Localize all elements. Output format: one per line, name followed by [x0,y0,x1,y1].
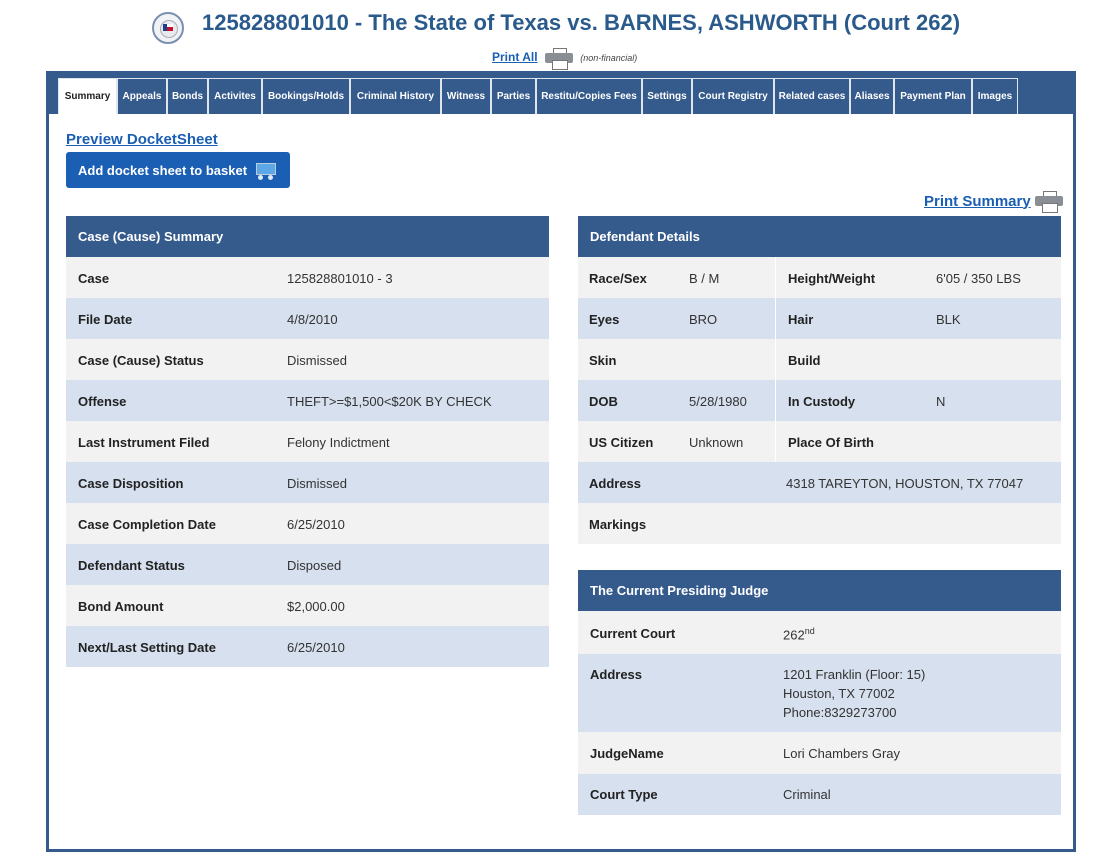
table-row [66,462,549,503]
table-row [66,626,549,667]
add-to-basket-button[interactable] [66,152,290,188]
table-row [578,654,1061,732]
table-row [66,257,549,298]
address-label: Address [589,476,642,491]
preview-docketsheet-link[interactable]: Preview DocketSheet [66,131,218,148]
current-court-label: Current Court [590,626,676,641]
hair-label: Hair [788,312,814,327]
table-row [578,298,1061,339]
row-value: Felony Indictment [287,435,390,450]
print-all-row [492,48,637,68]
tab-appeals[interactable]: Appeals [117,78,167,114]
tab-summary[interactable]: Summary [58,78,117,114]
tab-witness[interactable]: Witness [441,78,491,114]
tab-bookings-holds[interactable]: Bookings/Holds [262,78,350,114]
height-weight-label: Height/Weight [788,271,876,286]
row-label: Last Instrument Filed [78,435,210,450]
tab-activites[interactable]: Activites [208,78,262,114]
tab-related-cases[interactable]: Related cases [774,78,850,114]
row-value: Dismissed [287,353,347,368]
tab-settings[interactable]: Settings [642,78,692,114]
address-value: 4318 TAREYTON, HOUSTON, TX 77047 [786,476,1024,491]
row-label: Next/Last Setting Date [78,640,216,655]
court-address-label: Address [590,667,643,682]
table-row [578,380,1061,421]
defendant-details-heading: Defendant Details [578,216,1061,257]
table-row [66,380,549,421]
table-row [578,257,1061,298]
eyes-value: BRO [689,312,718,327]
race-sex-value: B / M [689,271,720,286]
tab-images[interactable]: Images [972,78,1018,114]
in-custody-value: N [936,394,946,409]
case-summary-heading: Case (Cause) Summary [66,216,549,257]
court-type-label: Court Type [590,787,658,802]
row-label: Case (Cause) Status [78,353,204,368]
printer-icon[interactable] [545,48,573,68]
row-value: 4/8/2010 [287,312,338,327]
presiding-judge-heading: The Current Presiding Judge [578,570,1061,611]
table-row [578,421,1061,462]
non-financial-note: (non-financial) [580,53,638,64]
row-label: File Date [78,312,133,327]
in-custody-label: In Custody [788,394,856,409]
court-phone: Phone:8329273700 [783,705,897,720]
column-divider [775,380,776,421]
judge-name-label: JudgeName [590,746,664,761]
row-value: 125828801010 - 3 [287,271,393,286]
print-summary-link[interactable] [924,191,1063,211]
row-value: Dismissed [287,476,347,491]
skin-label: Skin [589,353,617,368]
table-row [578,503,1061,544]
presiding-judge-panel [578,570,1061,815]
table-row [578,611,1061,654]
current-court-value [783,626,815,642]
dob-label: DOB [589,394,618,409]
case-frame [46,71,1076,852]
tab-parties[interactable]: Parties [491,78,536,114]
tab-court-registry[interactable]: Court Registry [692,78,774,114]
court-type-value: Criminal [783,787,831,802]
race-sex-label: Race/Sex [589,271,647,286]
row-value: $2,000.00 [287,599,345,614]
tab-bonds[interactable]: Bonds [167,78,208,114]
row-label: Case [78,271,110,286]
us-citizen-label: US Citizen [589,435,654,450]
judge-name-value: Lori Chambers Gray [783,746,901,761]
table-row [66,421,549,462]
court-ordinal-suffix: nd [804,626,815,636]
build-label: Build [788,353,821,368]
page-header [0,8,1110,44]
hair-value: BLK [936,312,961,327]
county-seal-icon [152,12,184,44]
row-label: Case Completion Date [78,517,216,532]
row-value: 6/25/2010 [287,640,345,655]
table-row [66,544,549,585]
tab-aliases[interactable]: Aliases [850,78,894,114]
row-value: Disposed [287,558,342,573]
table-row [66,585,549,626]
table-row [66,503,549,544]
row-label: Bond Amount [78,599,164,614]
case-summary-panel [66,216,549,667]
tab-criminal-history[interactable]: Criminal History [350,78,441,114]
tab-bar [49,71,1073,114]
dob-value: 5/28/1980 [689,394,747,409]
tab-payment-plan[interactable]: Payment Plan [894,78,972,114]
table-row [578,462,1061,503]
column-divider [775,298,776,339]
court-address-line1: 1201 Franklin (Floor: 15) [783,667,926,682]
markings-label: Markings [589,517,647,532]
table-row [578,339,1061,380]
table-row [66,339,549,380]
court-address-line2: Houston, TX 77002 [783,686,895,701]
table-row [578,732,1061,774]
column-divider [775,421,776,462]
print-all-link[interactable]: Print All [492,50,538,65]
page-title: 125828801010 - The State of Texas vs. BARNES, ASHWORTH (Court 262) [202,10,961,35]
eyes-label: Eyes [589,312,620,327]
us-citizen-value: Unknown [689,435,744,450]
row-label: Case Disposition [78,476,184,491]
place-of-birth-label: Place Of Birth [788,435,874,450]
table-row [66,298,549,339]
height-weight-value: 6'05 / 350 LBS [936,271,1021,286]
row-label: Offense [78,394,127,409]
defendant-details-panel [578,216,1061,544]
row-value: 6/25/2010 [287,517,345,532]
printer-icon [1035,191,1063,211]
row-label: Defendant Status [78,558,185,573]
print-summary-label: Print Summary [924,192,1031,210]
shopping-cart-icon [253,160,277,180]
row-value: THEFT>=$1,500<$20K BY CHECK [287,394,492,409]
add-to-basket-label: Add docket sheet to basket [78,162,248,178]
tab-restitu-copies-fees[interactable]: Restitu/Copies Fees [536,78,642,114]
court-number: 262 [783,627,805,643]
column-divider [775,257,776,298]
column-divider [775,339,776,380]
table-row [578,774,1061,815]
